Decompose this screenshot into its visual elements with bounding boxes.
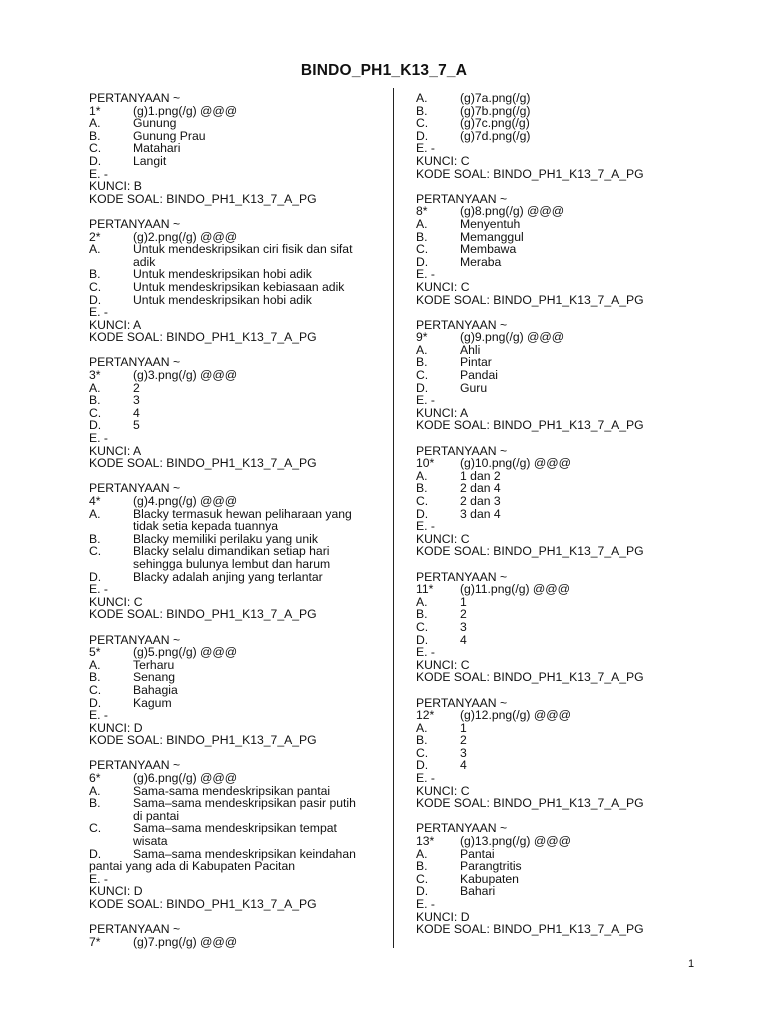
- option-text: (g)1.png(/g) @@@: [133, 103, 238, 118]
- question-code: KODE SOAL: BINDO_PH1_K13_7_A_PG: [416, 166, 644, 181]
- option-label: B.: [89, 796, 101, 811]
- option-text: Guru: [460, 380, 488, 395]
- option-label: E. -: [89, 871, 108, 886]
- question-header: PERTANYAAN ~: [89, 91, 181, 105]
- option-label: B.: [89, 267, 101, 282]
- answer-key: KUNCI: C: [416, 153, 470, 168]
- option-row: [89, 571, 371, 584]
- option-text: Meraba: [460, 254, 502, 269]
- option-text: (g)7.png(/g) @@@: [133, 934, 238, 949]
- option-row: [416, 117, 698, 130]
- option-label: E. -: [416, 645, 435, 660]
- option-row: [416, 634, 698, 647]
- option-row: [416, 848, 698, 861]
- option-row: [416, 331, 698, 344]
- question-block: [416, 445, 698, 558]
- option-text: 2: [133, 380, 140, 395]
- option-label: B.: [416, 103, 428, 118]
- answer-key: KUNCI: B: [89, 179, 142, 194]
- question-block: [416, 822, 698, 935]
- option-row: [416, 734, 698, 747]
- option-text: [133, 583, 371, 596]
- option-label: E. -: [416, 141, 435, 156]
- option-text: 2: [460, 607, 467, 622]
- option-text: 1: [460, 720, 467, 735]
- question-code: KODE SOAL: BINDO_PH1_K13_7_A_PG: [89, 607, 317, 622]
- option-text: 4: [133, 405, 140, 420]
- option-label: B.: [89, 531, 101, 546]
- option-text: (g)4.png(/g) @@@: [133, 494, 238, 508]
- question-code: KODE SOAL: BINDO_PH1_K13_7_A_PG: [416, 922, 644, 937]
- answer-key: KUNCI: A: [89, 317, 142, 332]
- option-label: A.: [89, 380, 101, 395]
- option-row: [89, 709, 371, 722]
- option-text: di pantai: [133, 808, 180, 823]
- option-label: A.: [89, 506, 101, 521]
- option-label: [89, 835, 133, 848]
- option-row: [89, 130, 371, 143]
- option-row: [89, 697, 371, 710]
- option-label: E. -: [416, 771, 435, 786]
- option-label: A.: [89, 657, 101, 672]
- option-label: C.: [416, 368, 429, 383]
- option-label: 4*: [89, 494, 101, 508]
- option-row: [416, 369, 698, 382]
- option-row: [416, 520, 698, 533]
- question-header: PERTANYAAN ~: [89, 216, 181, 231]
- option-row: [416, 130, 698, 143]
- option-row: [89, 243, 371, 256]
- option-label: C.: [89, 544, 102, 559]
- option-label: 12*: [416, 708, 435, 723]
- option-label: D.: [89, 569, 102, 584]
- column-divider: [393, 88, 394, 948]
- option-row: [416, 92, 698, 105]
- option-label: 2*: [89, 229, 101, 244]
- question-block: [416, 193, 698, 306]
- option-text: [460, 772, 698, 785]
- question-block: [89, 482, 371, 621]
- option-row: [416, 344, 698, 357]
- answer-key: KUNCI: D: [89, 720, 143, 735]
- option-label: D.: [416, 758, 429, 773]
- question-code: KODE SOAL: BINDO_PH1_K13_7_A_PG: [89, 191, 317, 206]
- option-row: [89, 105, 371, 118]
- option-row: [416, 835, 698, 848]
- option-label: 13*: [416, 834, 435, 849]
- option-text: Sama–sama mendeskripsikan pasir putih: [133, 796, 356, 811]
- option-label: B.: [416, 229, 428, 244]
- option-row: [416, 747, 698, 760]
- option-label: B.: [416, 859, 428, 874]
- option-row: [416, 105, 698, 118]
- left-column: [89, 92, 371, 948]
- option-text: Blacky selalu dimandikan setiap hari: [133, 544, 330, 559]
- option-text: 1 dan 2: [460, 468, 501, 483]
- option-label: 8*: [416, 204, 428, 219]
- option-label: A.: [416, 91, 428, 105]
- question-code: KODE SOAL: BINDO_PH1_K13_7_A_PG: [416, 796, 644, 811]
- option-label: D.: [416, 254, 429, 269]
- option-text: Langit: [133, 153, 167, 168]
- option-text: Gunung Prau: [133, 128, 206, 143]
- option-text: Menyentuh: [460, 216, 521, 231]
- option-row: [416, 508, 698, 521]
- option-text: [133, 432, 371, 445]
- option-row: [89, 394, 371, 407]
- question-block: [89, 923, 371, 948]
- option-label: C.: [416, 494, 429, 508]
- option-row: [416, 596, 698, 609]
- right-column: [416, 92, 698, 936]
- option-label: A.: [416, 594, 428, 609]
- option-label: 3*: [89, 368, 101, 383]
- option-row: [89, 407, 371, 420]
- option-row: [416, 382, 698, 395]
- option-label: E. -: [416, 519, 435, 534]
- option-row: [416, 709, 698, 722]
- question-code: KODE SOAL: BINDO_PH1_K13_7_A_PG: [416, 670, 644, 685]
- question-block: [416, 697, 698, 810]
- option-row: [416, 470, 698, 483]
- option-row: [89, 117, 371, 130]
- option-label: C.: [416, 116, 429, 131]
- question-code: KODE SOAL: BINDO_PH1_K13_7_A_PG: [89, 733, 317, 748]
- question-code: KODE SOAL: BINDO_PH1_K13_7_A_PG: [89, 330, 317, 345]
- option-text: (g)8.png(/g) @@@: [460, 204, 565, 219]
- question-code: KODE SOAL: BINDO_PH1_K13_7_A_PG: [89, 897, 317, 911]
- option-label: E. -: [89, 431, 108, 446]
- question-header: PERTANYAAN ~: [89, 758, 181, 773]
- option-label: D.: [416, 380, 429, 395]
- option-text: (g)10.png(/g) @@@: [460, 456, 571, 471]
- option-label: D.: [416, 506, 429, 521]
- option-label: D.: [89, 695, 102, 710]
- option-text: (g)3.png(/g) @@@: [133, 368, 238, 383]
- option-label: B.: [89, 393, 101, 408]
- option-label: B.: [89, 128, 101, 143]
- option-text: Senang: [133, 670, 176, 685]
- option-label: A.: [416, 468, 428, 483]
- option-text: (g)7a.png(/g): [460, 91, 531, 105]
- option-row: [89, 671, 371, 684]
- option-label: E. -: [89, 166, 108, 181]
- document-title: BINDO_PH1_K13_7_A: [300, 62, 468, 79]
- question-code: KODE SOAL: BINDO_PH1_K13_7_A_PG: [416, 292, 644, 307]
- option-row: [89, 646, 371, 659]
- option-label: C.: [89, 279, 102, 294]
- option-row: [89, 432, 371, 445]
- option-row: [89, 419, 371, 432]
- question-header: PERTANYAAN ~: [416, 569, 508, 584]
- option-label: C.: [416, 745, 429, 760]
- option-label: 6*: [89, 771, 101, 786]
- answer-key: KUNCI: A: [89, 443, 142, 458]
- option-row: [416, 885, 698, 898]
- option-text: [133, 168, 371, 181]
- option-text: 5: [133, 418, 140, 433]
- option-text: [133, 873, 371, 886]
- option-label: [89, 520, 133, 533]
- option-label: D.: [89, 418, 102, 433]
- question-block: [89, 92, 371, 205]
- option-text: Pantai: [460, 846, 495, 861]
- option-label: B.: [89, 670, 101, 685]
- question-block: [89, 218, 371, 344]
- answer-key: KUNCI: D: [416, 909, 470, 924]
- option-row: [89, 155, 371, 168]
- option-label: 5*: [89, 645, 101, 660]
- option-row: [416, 759, 698, 772]
- option-text: (g)7c.png(/g): [460, 116, 530, 131]
- question-header: PERTANYAAN ~: [89, 481, 181, 496]
- option-row: [416, 205, 698, 218]
- option-label: A.: [416, 342, 428, 357]
- option-text: Bahagia: [133, 682, 178, 697]
- question-header: PERTANYAAN ~: [89, 632, 181, 647]
- option-text: 3: [133, 393, 140, 408]
- option-label: B.: [416, 481, 428, 496]
- option-row: [416, 243, 698, 256]
- option-row: [89, 306, 371, 319]
- option-row: [89, 294, 371, 307]
- option-label: C.: [89, 821, 102, 836]
- option-text: wisata: [133, 834, 168, 849]
- option-row: [89, 797, 371, 810]
- option-text: Bahari: [460, 884, 496, 899]
- option-row: [89, 281, 371, 294]
- option-label: 1*: [89, 103, 101, 118]
- option-text: (g)6.png(/g) @@@: [133, 771, 238, 786]
- option-label: 9*: [416, 330, 428, 345]
- option-text: (g)13.png(/g) @@@: [460, 834, 571, 849]
- question-header: PERTANYAAN ~: [416, 191, 508, 206]
- option-continuation: pantai yang ada di Kabupaten Pacitan: [89, 859, 295, 874]
- option-row: [416, 394, 698, 407]
- option-row: [89, 659, 371, 672]
- question-code: KODE SOAL: BINDO_PH1_K13_7_A_PG: [416, 544, 644, 559]
- option-text: Blacky adalah anjing yang terlantar: [133, 569, 323, 584]
- option-row: [416, 722, 698, 735]
- option-text: 2: [460, 733, 467, 748]
- answer-key: KUNCI: C: [416, 279, 470, 294]
- option-row: [416, 356, 698, 369]
- option-row: [89, 684, 371, 697]
- option-row: [416, 457, 698, 470]
- option-row: [416, 860, 698, 873]
- option-row: [416, 621, 698, 634]
- option-text: Pandai: [460, 368, 498, 383]
- option-text: [133, 709, 371, 722]
- option-text: 3: [460, 745, 467, 760]
- option-row: [89, 822, 371, 835]
- option-row: [416, 495, 698, 508]
- option-label: C.: [416, 871, 429, 886]
- option-label: A.: [416, 720, 428, 735]
- option-text: Terharu: [133, 657, 175, 672]
- option-text: Sama–sama mendeskripsikan keindahan: [133, 846, 356, 861]
- option-text: Gunung: [133, 116, 177, 131]
- page-number: 1: [688, 958, 695, 970]
- option-label: E. -: [89, 582, 108, 597]
- option-text: (g)12.png(/g) @@@: [460, 708, 571, 723]
- question-block: [416, 92, 698, 180]
- answer-key: KUNCI: A: [416, 405, 469, 420]
- option-label: 10*: [416, 456, 435, 471]
- option-text: Parangtritis: [460, 859, 522, 874]
- question-header: PERTANYAAN ~: [416, 317, 508, 332]
- question-block: [89, 356, 371, 469]
- question-header: PERTANYAAN ~: [416, 821, 508, 836]
- option-text: Matahari: [133, 141, 181, 156]
- option-text: Membawa: [460, 242, 517, 257]
- option-row: [416, 898, 698, 911]
- option-text: [460, 142, 698, 155]
- option-text: sehingga bulunya lembut dan harum: [133, 556, 331, 571]
- option-label: E. -: [416, 897, 435, 911]
- option-text: (g)9.png(/g) @@@: [460, 330, 565, 345]
- option-label: 11*: [416, 582, 434, 597]
- option-label: E. -: [89, 305, 108, 320]
- option-text: Untuk mendeskripsikan kebiasaan adik: [133, 279, 345, 294]
- option-label: D.: [89, 846, 102, 861]
- option-row: [89, 583, 371, 596]
- option-text: Untuk mendeskripsikan hobi adik: [133, 292, 312, 307]
- option-label: C.: [416, 619, 429, 634]
- option-text: (g)7b.png(/g): [460, 103, 531, 118]
- option-row: [416, 873, 698, 886]
- option-row: [416, 646, 698, 659]
- option-label: E. -: [416, 393, 435, 408]
- option-text: Untuk mendeskripsikan ciri fisik dan sifat: [133, 242, 353, 257]
- option-label: A.: [89, 242, 101, 257]
- option-text: 1: [460, 594, 467, 609]
- option-row: [416, 256, 698, 269]
- option-text: [460, 898, 698, 911]
- option-label: C.: [416, 242, 429, 257]
- option-text: [133, 306, 371, 319]
- option-label: D.: [416, 632, 429, 647]
- option-label: [89, 558, 133, 571]
- option-label: B.: [416, 355, 428, 370]
- question-block: [89, 759, 371, 910]
- option-text: [460, 394, 698, 407]
- question-header: PERTANYAAN ~: [89, 355, 181, 370]
- option-text: Kagum: [133, 695, 172, 710]
- question-code: KODE SOAL: BINDO_PH1_K13_7_A_PG: [89, 456, 317, 471]
- question-block: [416, 571, 698, 684]
- option-text: 3 dan 4: [460, 506, 501, 521]
- option-text: (g)7d.png(/g): [460, 128, 531, 143]
- option-text: Blacky memiliki perilaku yang unik: [133, 531, 318, 546]
- answer-key: KUNCI: C: [89, 594, 143, 609]
- option-row: [89, 495, 371, 508]
- option-label: C.: [89, 141, 102, 156]
- option-text: (g)5.png(/g) @@@: [133, 645, 238, 660]
- option-label: D.: [89, 292, 102, 307]
- option-label: B.: [416, 733, 428, 748]
- option-text: (g)11.png(/g) @@@: [460, 582, 571, 597]
- option-label: B.: [416, 607, 428, 622]
- option-row: [416, 772, 698, 785]
- answer-key: KUNCI: C: [416, 657, 470, 672]
- option-row: [416, 218, 698, 231]
- option-text: [460, 520, 698, 533]
- option-label: D.: [89, 153, 102, 168]
- question-block: [416, 319, 698, 432]
- option-row: [416, 608, 698, 621]
- option-text: (g)2.png(/g) @@@: [133, 229, 238, 244]
- option-text: 2 dan 3: [460, 494, 501, 508]
- option-continuation-row: [89, 558, 371, 571]
- option-row: [89, 142, 371, 155]
- option-text: Pintar: [460, 355, 492, 370]
- option-text: 4: [460, 758, 467, 773]
- option-text: Kabupaten: [460, 871, 519, 886]
- option-text: Memanggul: [460, 229, 524, 244]
- option-continuation-row: [89, 520, 371, 533]
- answer-key: KUNCI: D: [89, 884, 143, 899]
- option-text: 3: [460, 619, 467, 634]
- option-text: 4: [460, 632, 467, 647]
- option-text: Ahli: [460, 342, 481, 357]
- option-text: [460, 268, 698, 281]
- option-text: Sama-sama mendeskripsikan pantai: [133, 783, 331, 798]
- option-row: [416, 231, 698, 244]
- option-label: E. -: [89, 708, 108, 723]
- option-label: A.: [89, 783, 101, 798]
- option-text: 2 dan 4: [460, 481, 501, 496]
- option-label: E. -: [416, 267, 435, 282]
- option-row: [416, 482, 698, 495]
- answer-key: KUNCI: C: [416, 531, 470, 546]
- option-row: [89, 936, 371, 949]
- option-row: [89, 772, 371, 785]
- option-label: C.: [89, 405, 102, 420]
- option-text: Untuk mendeskripsikan hobi adik: [133, 267, 312, 282]
- option-label: A.: [416, 846, 428, 861]
- option-row: [416, 583, 698, 596]
- option-label: D.: [416, 128, 429, 143]
- option-text: tidak setia kepada tuannya: [133, 519, 279, 534]
- option-text: [460, 646, 698, 659]
- question-block: [89, 634, 371, 747]
- option-label: C.: [89, 682, 102, 697]
- question-header: PERTANYAAN ~: [416, 443, 508, 458]
- question-header: PERTANYAAN ~: [89, 922, 181, 937]
- option-text: adik: [133, 254, 156, 269]
- option-label: A.: [89, 116, 101, 131]
- option-row: [89, 382, 371, 395]
- option-label: A.: [416, 216, 428, 231]
- option-text: Blacky termasuk hewan peliharaan yang: [133, 506, 352, 521]
- answer-key: KUNCI: C: [416, 783, 470, 798]
- option-row: [89, 369, 371, 382]
- question-code: KODE SOAL: BINDO_PH1_K13_7_A_PG: [416, 418, 644, 433]
- option-label: 7*: [89, 934, 101, 949]
- question-header: PERTANYAAN ~: [416, 695, 508, 710]
- option-continuation-row: [89, 835, 371, 848]
- option-text: Sama–sama mendeskripsikan tempat: [133, 821, 337, 836]
- option-label: D.: [416, 884, 429, 899]
